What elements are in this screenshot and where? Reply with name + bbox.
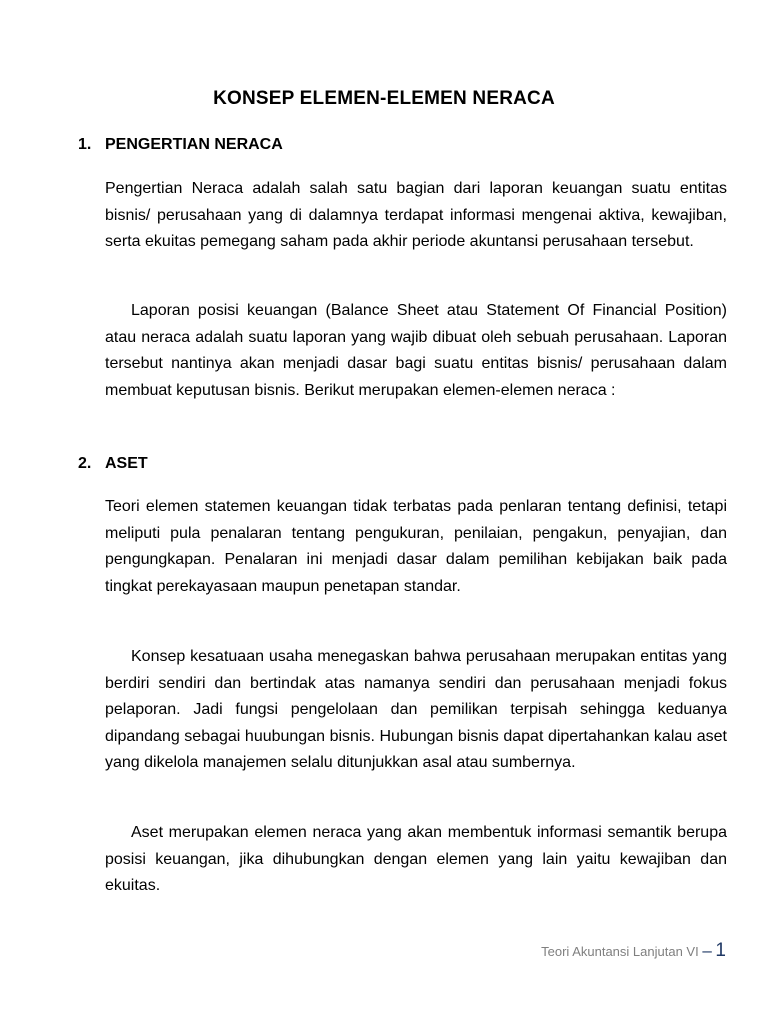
paragraph: Laporan posisi keuangan (Balance Sheet atau Statement Of Financial Position) atau neraca adalah suatu laporan yang wajib dibuat oleh sebuah perusahaan. Laporan tersebut nantinya akan menjadi dasar bagi suatu entitas bisnis/ perusahaan dalam membuat keputusan bisnis. Berikut merupakan elemen-elemen neraca :: [105, 302, 727, 399]
section-heading-pengertian-neraca: [78, 136, 283, 154]
footer-separator: –: [702, 941, 712, 960]
section-heading-aset: [78, 455, 148, 473]
paragraph: Teori elemen statemen keuangan tidak terbatas pada penlaran tentang definisi, tetapi meliputi pula penalaran tentang pengukuran, penilaian, pengakun, penyajian, dan pengungkapan. Penalaran ini menjadi dasar dalam pemilihan kebijakan baik pada tingkat perekayasaan maupun penetapan standar.: [105, 498, 727, 595]
paragraph: Aset merupakan elemen neraca yang akan membentuk informasi semantik berupa posisi keuangan, jika dihubungkan dengan elemen yang lain yaitu kewajiban dan ekuitas.: [105, 824, 727, 894]
section-title: PENGERTIAN NERACA: [105, 136, 283, 153]
section-title: ASET: [105, 455, 148, 472]
paragraph: Konsep kesatuaan usaha menegaskan bahwa perusahaan merupakan entitas yang berdiri sendiri dan bertindak atas namanya sendiri dan perusahaan menjadi fokus pelaporan. Jadi fungsi pengelolaan dan pemilikan terpisah sehingga keduanya dipandang sebagai huubungan bisnis. Hubungan bisnis dapat dipertahankan kalau aset yang dikelola manajemen selalu ditunjukkan asal atau sumbernya.: [105, 648, 727, 771]
document-title: KONSEP ELEMEN-ELEMEN NERACA: [213, 88, 555, 109]
section-number: 2.: [78, 455, 92, 472]
paragraph: Pengertian Neraca adalah salah satu bagian dari laporan keuangan suatu entitas bisnis/ perusahaan yang di dalamnya terdapat informasi mengenai aktiva, kewajiban, serta ekuitas pemegang saham pada akhir periode akuntansi perusahaan tersebut.: [105, 180, 727, 250]
section-number: 1.: [78, 136, 92, 153]
page-footer: [541, 940, 726, 962]
footer-text: Teori Akuntansi Lanjutan VI: [541, 944, 699, 959]
page-number: 1: [715, 940, 726, 961]
